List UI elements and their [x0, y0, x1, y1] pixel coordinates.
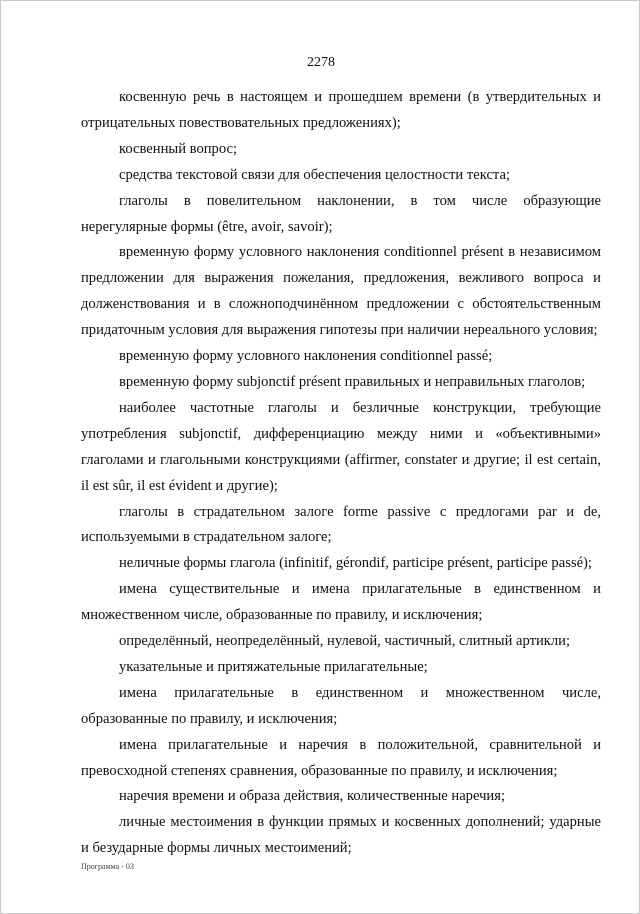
paragraph: глаголы в повелительном наклонении, в том числе образующие нерегулярные формы (être, avoir, savoir);: [81, 192, 601, 235]
paragraph: временную форму subjonctif présent правильных и неправильных глаголов;: [119, 373, 586, 390]
page-number: 2278: [307, 55, 335, 70]
paragraph: имена прилагательные и наречия в положительной, сравнительной и превосходной степенях сравнения, образованные по правилу, и исключения;: [81, 736, 601, 779]
paragraph: определённый, неопределённый, нулевой, частичный, слитный артикли;: [119, 633, 571, 650]
paragraph: косвенную речь в настоящем и прошедшем времени (в утвердительных и отрицательных повествовательных предложениях);: [81, 89, 601, 131]
paragraph: средства текстовой связи для обеспечения целостности текста;: [119, 166, 511, 183]
paragraph: наречия времени и образа действия, количественные наречия;: [119, 788, 506, 805]
paragraph: имена существительные и имена прилагательные в единственном и множественном числе, образованные по правилу, и исключения;: [81, 581, 601, 624]
document-body: [81, 85, 601, 862]
paragraph: косвенный вопрос;: [119, 140, 238, 157]
page-footer: Программа - 03: [81, 862, 134, 871]
paragraph: глаголы в страдательном залоге forme passive с предлогами par и de, используемыми в страдательном залоге;: [81, 503, 601, 546]
paragraph: указательные и притяжательные прилагательные;: [119, 658, 428, 675]
paragraph: наиболее частотные глаголы и безличные конструкции, требующие употребления subjonctif, дифференциацию между ними и «объективными» глаголами и глагольными конструкциями (affirmer, constater и другие; il est certain, il est sûr, il est évident и другие);: [81, 399, 601, 494]
paragraph: временную форму условного наклонения conditionnel présent в независимом предложении для выражения пожелания, предложения, вежливого вопроса и долженствования и в сложноподчинённом предложении с обстоятельственным придаточным условия для выражения гипотезы при наличии нереального условия;: [81, 244, 601, 339]
paragraph: личные местоимения в функции прямых и косвенных дополнений; ударные и безударные формы личных местоимений;: [81, 814, 601, 857]
paragraph: неличные формы глагола (infinitif, gérondif, participe présent, participe passé);: [119, 555, 592, 572]
paragraph: временную форму условного наклонения conditionnel passé;: [119, 348, 493, 365]
paragraph: имена прилагательные в единственном и множественном числе, образованные по правилу, и исключения;: [81, 684, 601, 727]
